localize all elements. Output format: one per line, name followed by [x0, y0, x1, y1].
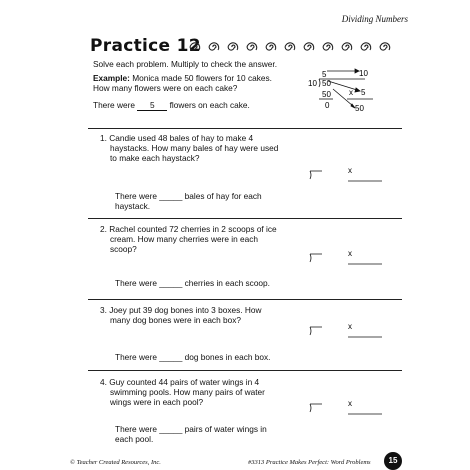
example-answer: There were 5 flowers on each cake.	[93, 100, 250, 110]
example-label: Example:	[93, 73, 130, 83]
problem-3: 3. Joey put 39 dog bones into 3 boxes. How many dog bones were in each box?	[100, 305, 262, 326]
example-line-1: Monica made 50 flowers for 10 cakes.	[132, 73, 272, 83]
problem-1: 1. Candie used 48 bales of hay to make 4 haystacks. How many bales of hay were used to make each haystack?	[100, 133, 279, 164]
problem-4: 4. Guy counted 44 pairs of water wings in 4 swimming pools. How many pairs of water wings were in each pool?	[100, 377, 265, 408]
divider	[88, 218, 402, 219]
footer-book-title: #3313 Practice Makes Perfect: Word Problems	[248, 459, 371, 466]
example-dividend: 50	[322, 79, 331, 88]
example-remainder: 0	[325, 101, 330, 110]
answer-2: There were _____ cherries in each scoop.	[115, 278, 270, 288]
divider	[88, 128, 402, 129]
section-title: Dividing Numbers	[341, 14, 408, 24]
page-number: 15	[384, 452, 402, 470]
answer-3: There were _____ dog bones in each box.	[115, 352, 271, 362]
times-sign: x	[348, 322, 352, 331]
example-divisor: 10	[308, 79, 317, 88]
times-sign: x	[348, 166, 352, 175]
answer-1: There were _____ bales of hay for each haystack.	[115, 191, 262, 212]
example-work	[305, 66, 395, 124]
work-area-3	[308, 321, 388, 347]
times-sign: x	[348, 249, 352, 258]
work-area-4	[308, 398, 388, 424]
example-check-result: 50	[355, 104, 364, 113]
work-area-2	[308, 248, 388, 274]
divider	[88, 370, 402, 371]
example-times: x	[349, 88, 353, 97]
page-title: Practice 12	[90, 36, 201, 56]
example-check-top: 10	[359, 69, 368, 78]
instructions: Solve each problem. Multiply to check the answer.	[93, 59, 278, 69]
example-line-2: How many flowers were on each cake?	[93, 83, 238, 93]
problem-2: 2. Rachel counted 72 cherries in 2 scoops of ice cream. How many cherries were in each scoop?	[100, 224, 277, 255]
footer-copyright: © Teacher Created Resources, Inc.	[70, 459, 161, 466]
answer-4: There were _____ pairs of water wings in each pool.	[115, 424, 267, 445]
work-area-1	[308, 165, 388, 191]
arrow-quotient	[328, 81, 357, 90]
times-sign: x	[348, 399, 352, 408]
spiral-decoration	[186, 38, 406, 54]
example-check-multiplier: 5	[361, 88, 366, 97]
example-question	[93, 73, 313, 93]
example-answer-value: 5	[137, 100, 167, 111]
example-quotient: 5	[322, 70, 327, 79]
example-product: 50	[322, 90, 331, 99]
divider	[88, 299, 402, 300]
